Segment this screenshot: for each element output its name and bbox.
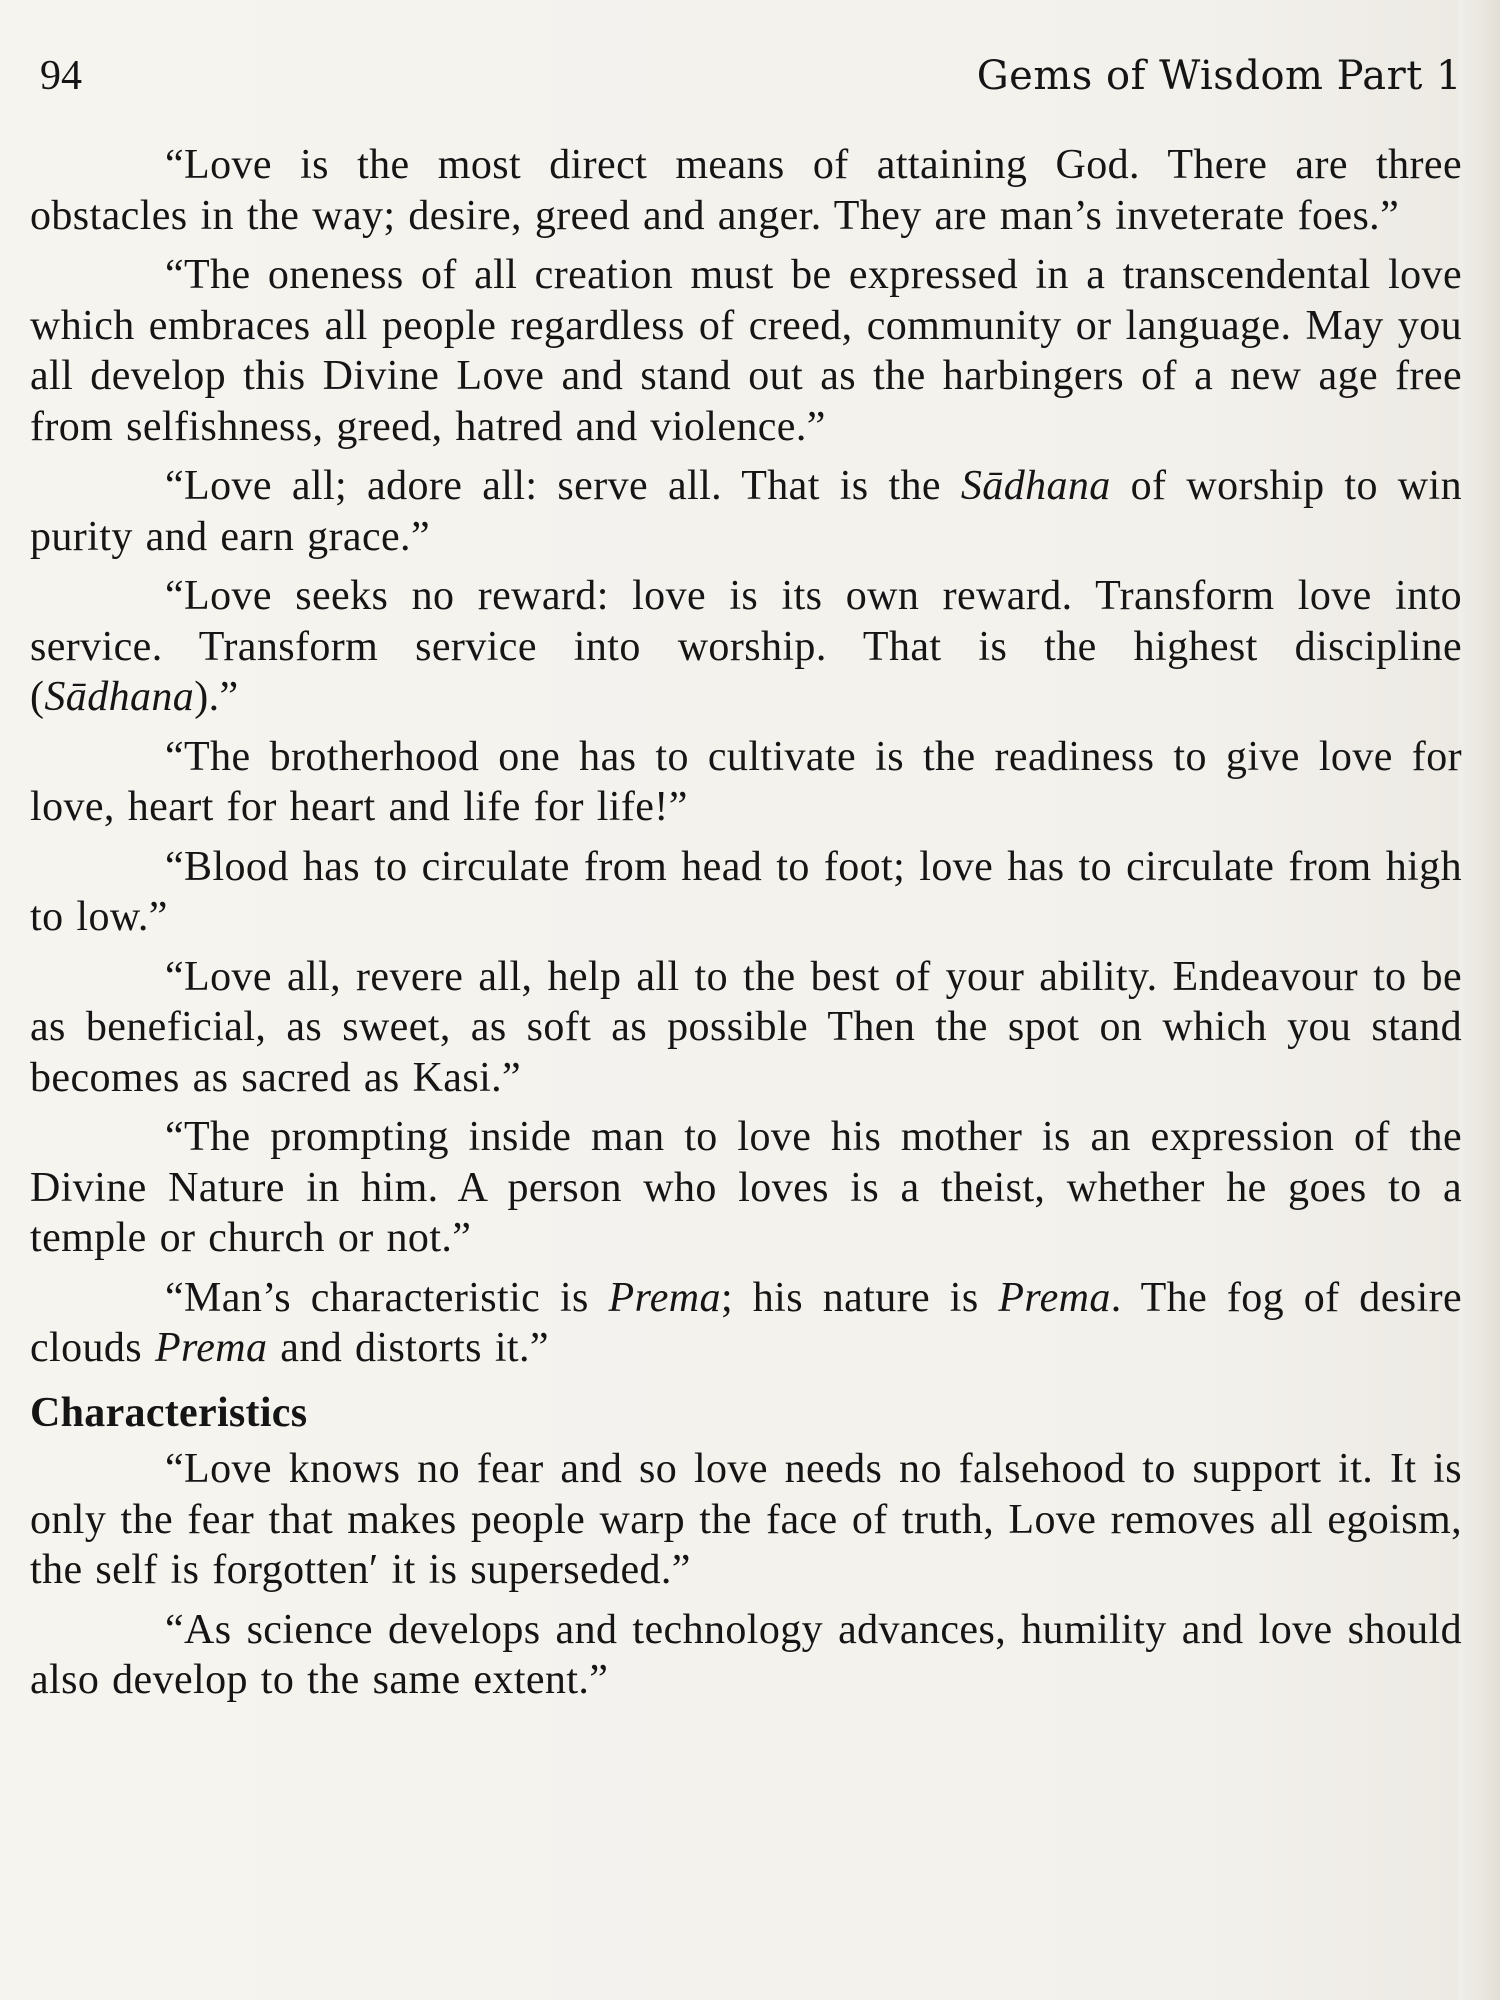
page-edge-shadow (1458, 0, 1500, 2000)
quote-text: of worship to win purity and earn grace.” (30, 463, 1462, 560)
page-header (40, 52, 1462, 112)
section-heading: Characteristics (30, 1389, 308, 1436)
quote-paragraph: “Love knows no fear and so love needs no falsehood to support it. It is only the fear that makes people warp the face of truth, Love removes all egoism, the self is forgotten′ it is superseded.” (30, 1446, 1462, 1593)
page-body (30, 140, 1462, 1715)
quote-paragraph (30, 461, 1462, 562)
italic-term: Sādhana (960, 463, 1111, 509)
quote-paragraph: “The prompting inside man to love his mother is an expression of the Divine Nature in him. A person who loves is a theist, whether he goes to a temple or church or not.” (30, 1114, 1462, 1261)
quote-paragraph: “Blood has to circulate from head to foot; love has to circulate from high to low.” (30, 843, 1462, 940)
italic-term: Sādhana (44, 674, 195, 720)
quote-paragraph: “As science develops and technology advances, humility and love should also develop to the same extent.” (30, 1606, 1462, 1703)
italic-term: Prema (154, 1325, 268, 1371)
quote-text: “Man’s characteristic is (165, 1274, 609, 1321)
quote-paragraph: “Love is the most direct means of attaining God. There are three obstacles in the way; desire, greed and anger. They are man’s inveterate foes.” (30, 142, 1462, 239)
quote-paragraph: “The oneness of all creation must be expressed in a transcendental love which embraces all people regardless of creed, community or language. May you all develop this Divine Love and stand out as the harbingers of a new age free from selfishness, greed, hatred and violence.” (30, 252, 1462, 450)
running-title: Gems of Wisdom Part 1 (976, 53, 1462, 99)
quote-text: “Love seeks no reward: love is its own reward. Transform love into service. Transform service into worship. That is the highest discipline ( (30, 573, 1462, 720)
quote-paragraph: “Love all, revere all, help all to the best of your ability. Endeavour to be as beneficial, as sweet, as soft as possible Then the spot on which you stand becomes as sacred as Kasi.” (30, 953, 1462, 1101)
quote-text: and distorts it.” (267, 1325, 549, 1371)
quote-text: . The fog of desire clouds (30, 1274, 1462, 1371)
quote-text: ).” (194, 674, 239, 720)
quote-text: ; his nature is (720, 1274, 999, 1321)
quote-paragraph (30, 571, 1462, 723)
quote-paragraph: “The brotherhood one has to cultivate is the readiness to give love for love, heart for heart and life for life!” (30, 733, 1462, 830)
quote-paragraph (30, 1273, 1462, 1374)
italic-term: Prema (998, 1274, 1111, 1321)
quote-text: “Love all; adore all: serve all. That is the (165, 463, 961, 509)
page-number: 94 (40, 53, 82, 99)
italic-term: Prema (608, 1274, 721, 1321)
